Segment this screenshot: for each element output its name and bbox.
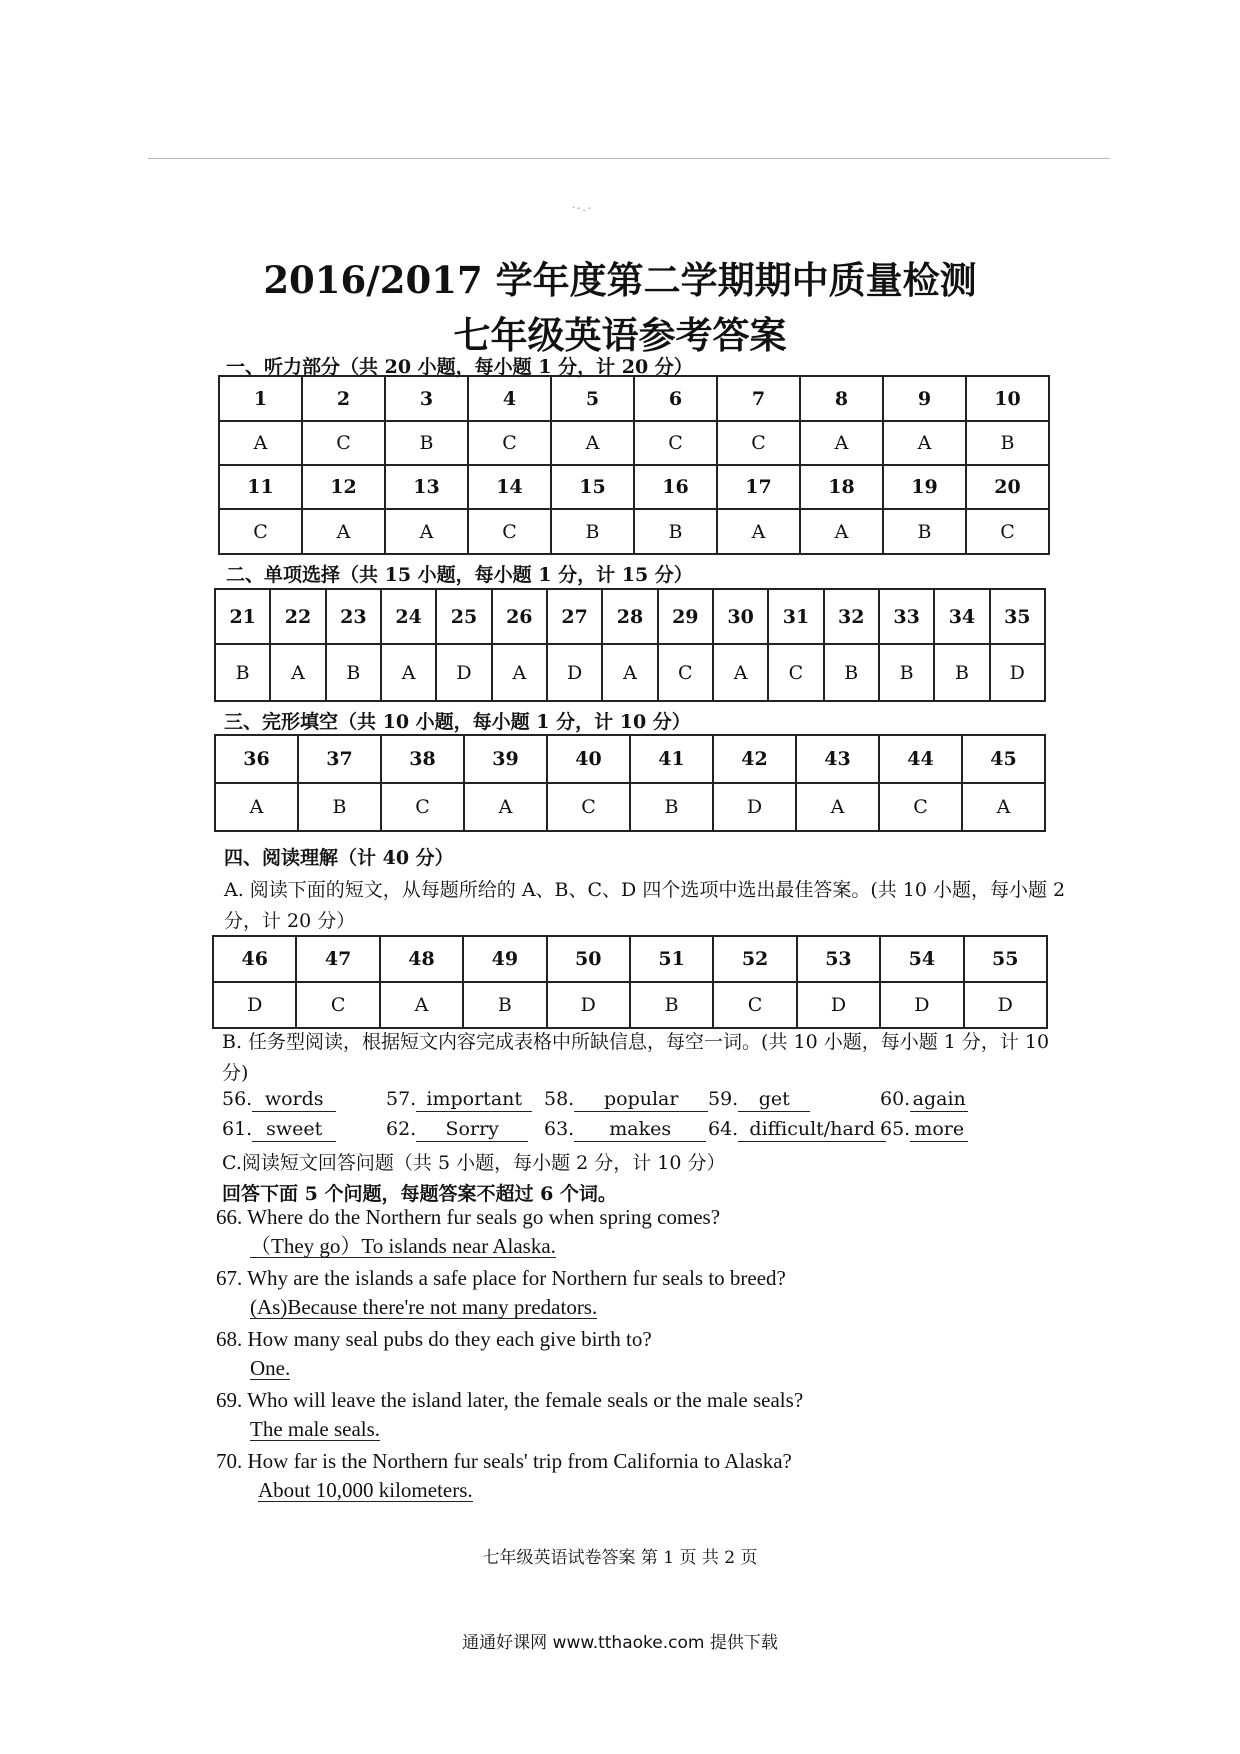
- section2-table: [214, 588, 1046, 702]
- question-number: 31: [768, 589, 823, 644]
- question-text: 69. Who will leave the island later, the female seals or the male seals?: [216, 1388, 804, 1412]
- question-number: 8: [800, 376, 883, 421]
- question-number: 19: [883, 465, 966, 509]
- answer-cell: A: [385, 509, 468, 554]
- answer-cell: B: [215, 644, 270, 701]
- table-row: [219, 465, 1049, 509]
- answer-cell: C: [768, 644, 823, 701]
- answer-cell: D: [547, 644, 602, 701]
- fill-item: [386, 1117, 528, 1142]
- fill-answer: sweet: [252, 1117, 336, 1142]
- table-row: [213, 936, 1047, 982]
- answer-cell: C: [302, 421, 385, 465]
- table-row: [215, 783, 1045, 831]
- question-number: 45: [962, 735, 1045, 783]
- fill-answer: words: [252, 1087, 336, 1112]
- question-number: 30: [713, 589, 768, 644]
- answer-text: One.: [250, 1356, 291, 1380]
- answer-cell: A: [713, 644, 768, 701]
- answer-cell: D: [213, 982, 296, 1028]
- fill-answer: popular: [574, 1087, 708, 1112]
- answer-cell: A: [602, 644, 657, 701]
- answer-cell: C: [219, 509, 302, 554]
- section1-table: [218, 375, 1050, 555]
- question-number: 1: [219, 376, 302, 421]
- question-number: 46: [213, 936, 296, 982]
- question-number: 32: [824, 589, 879, 644]
- question-number: 39: [464, 735, 547, 783]
- answer-cell: A: [219, 421, 302, 465]
- question-number: 20: [966, 465, 1049, 509]
- fill-number: 65.: [880, 1118, 911, 1140]
- answer-cell: C: [547, 783, 630, 831]
- fill-answer: more: [910, 1117, 968, 1142]
- answer-cell: A: [883, 421, 966, 465]
- fill-item: [222, 1117, 336, 1142]
- question-number: 40: [547, 735, 630, 783]
- answer-cell: B: [934, 644, 989, 701]
- question-number: 25: [436, 589, 491, 644]
- question-number: 51: [630, 936, 713, 982]
- fill-answer: important: [416, 1087, 532, 1112]
- table-row: [219, 509, 1049, 554]
- answer-cell: B: [326, 644, 381, 701]
- page-subtitle: 七年级英语参考答案: [453, 313, 787, 357]
- answer-cell: D: [436, 644, 491, 701]
- answer-cell: D: [880, 982, 963, 1028]
- page-title: 2016/2017 学年度第二学期期中质量检测: [263, 258, 977, 302]
- fill-answer: makes: [574, 1117, 706, 1142]
- answer-cell: D: [797, 982, 880, 1028]
- top-rule: [148, 158, 1110, 159]
- answer-cell: B: [385, 421, 468, 465]
- answer-cell: A: [380, 982, 463, 1028]
- part-c-instructions: C.阅读短文回答问题（共 5 小题，每小题 2 分，计 10 分）: [222, 1152, 726, 1174]
- question-number: 41: [630, 735, 713, 783]
- answer-text: The male seals.: [250, 1417, 381, 1441]
- fill-item: [386, 1087, 532, 1112]
- answer-cell: B: [883, 509, 966, 554]
- answer-cell: A: [551, 421, 634, 465]
- question-number: 9: [883, 376, 966, 421]
- table-row: [213, 982, 1047, 1028]
- answer-text: (As)Because there're not many predators.: [250, 1295, 598, 1319]
- question-number: 27: [547, 589, 602, 644]
- question-number: 47: [296, 936, 379, 982]
- question-number: 7: [717, 376, 800, 421]
- answer-cell: A: [962, 783, 1045, 831]
- answer-cell: C: [658, 644, 713, 701]
- question-number: 28: [602, 589, 657, 644]
- fill-item: [222, 1087, 336, 1112]
- part-a-table: [212, 935, 1048, 1029]
- question-number: 17: [717, 465, 800, 509]
- section3-table: [214, 734, 1046, 832]
- question-number: 24: [381, 589, 436, 644]
- table-row: [219, 376, 1049, 421]
- section4-heading: 四、阅读理解（计 40 分）: [224, 847, 454, 869]
- answer-cell: B: [463, 982, 546, 1028]
- answer-cell: A: [800, 421, 883, 465]
- answer-cell: B: [630, 982, 713, 1028]
- question-text: 70. How far is the Northern fur seals' trip from California to Alaska?: [216, 1449, 792, 1473]
- question-text: 68. How many seal pubs do they each give birth to?: [216, 1327, 652, 1351]
- question-number: 54: [880, 936, 963, 982]
- table-row: [215, 735, 1045, 783]
- fill-answer: difficult/hard: [738, 1117, 886, 1142]
- answer-cell: A: [381, 644, 436, 701]
- question-number: 15: [551, 465, 634, 509]
- fill-item: [544, 1087, 708, 1112]
- question-number: 12: [302, 465, 385, 509]
- answer-cell: C: [381, 783, 464, 831]
- answer-cell: C: [713, 982, 796, 1028]
- answer-cell: B: [824, 644, 879, 701]
- question-number: 18: [800, 465, 883, 509]
- question-number: 11: [219, 465, 302, 509]
- question-number: 26: [492, 589, 547, 644]
- question-number: 5: [551, 376, 634, 421]
- table-row: [215, 644, 1045, 701]
- answer-cell: D: [964, 982, 1047, 1028]
- answer-cell: C: [468, 509, 551, 554]
- scan-speck: ·-.-: [572, 203, 594, 214]
- question-number: 48: [380, 936, 463, 982]
- question-number: 14: [468, 465, 551, 509]
- question-number: 49: [463, 936, 546, 982]
- question-number: 6: [634, 376, 717, 421]
- question-number: 23: [326, 589, 381, 644]
- answer-cell: C: [468, 421, 551, 465]
- answer-cell: C: [296, 982, 379, 1028]
- question-number: 21: [215, 589, 270, 644]
- fill-answer: again: [910, 1087, 968, 1112]
- answer-cell: A: [464, 783, 547, 831]
- answer-cell: A: [796, 783, 879, 831]
- answer-cell: A: [215, 783, 298, 831]
- answer-cell: D: [713, 783, 796, 831]
- question-number: 53: [797, 936, 880, 982]
- fill-number: 57.: [386, 1088, 417, 1110]
- fill-number: 62.: [386, 1118, 417, 1140]
- fill-item: [708, 1087, 810, 1112]
- section1-heading: 一、听力部分（共 20 小题，每小题 1 分，计 20 分）: [226, 356, 693, 378]
- fill-number: 59.: [708, 1088, 739, 1110]
- answer-cell: A: [800, 509, 883, 554]
- question-number: 42: [713, 735, 796, 783]
- question-number: 33: [879, 589, 934, 644]
- question-text: 67. Why are the islands a safe place for Northern fur seals to breed?: [216, 1266, 786, 1290]
- answer-cell: B: [298, 783, 381, 831]
- question-number: 36: [215, 735, 298, 783]
- answer-cell: B: [551, 509, 634, 554]
- section2-heading: 二、单项选择（共 15 小题，每小题 1 分，计 15 分）: [226, 564, 693, 586]
- question-number: 37: [298, 735, 381, 783]
- question-number: 55: [964, 936, 1047, 982]
- fill-answer: get: [738, 1087, 810, 1112]
- question-number: 34: [934, 589, 989, 644]
- fill-item: [880, 1087, 968, 1112]
- answer-cell: D: [547, 982, 630, 1028]
- question-number: 22: [270, 589, 325, 644]
- fill-number: 60.: [880, 1088, 911, 1110]
- question-number: 2: [302, 376, 385, 421]
- answer-cell: D: [990, 644, 1045, 701]
- question-number: 13: [385, 465, 468, 509]
- fill-item: [544, 1117, 706, 1142]
- download-credit: 通通好课网 www.tthaoke.com 提供下载: [462, 1633, 778, 1653]
- table-row: [219, 421, 1049, 465]
- question-number: 4: [468, 376, 551, 421]
- answer-cell: C: [717, 421, 800, 465]
- fill-number: 56.: [222, 1088, 253, 1110]
- part-b-instructions: B. 任务型阅读，根据短文内容完成表格中所缺信息，每空一词。(共 10 小题，每小题 1 分，计 10 分): [222, 1031, 1050, 1084]
- question-text: 66. Where do the Northern fur seals go when spring comes?: [216, 1205, 721, 1229]
- question-number: 3: [385, 376, 468, 421]
- fill-number: 64.: [708, 1118, 739, 1140]
- part-a-instructions: A. 阅读下面的短文，从每题所给的 A、B、C、D 四个选项中选出最佳答案。(共 10 小题，每小题 2 分，计 20 分）: [224, 879, 1066, 932]
- fill-number: 58.: [544, 1088, 575, 1110]
- fill-item: [708, 1117, 886, 1142]
- page-footer: 七年级英语试卷答案 第 1 页 共 2 页: [482, 1548, 758, 1568]
- answer-cell: C: [966, 509, 1049, 554]
- question-number: 44: [879, 735, 962, 783]
- question-number: 35: [990, 589, 1045, 644]
- answer-cell: B: [634, 509, 717, 554]
- fill-number: 63.: [544, 1118, 575, 1140]
- fill-number: 61.: [222, 1118, 253, 1140]
- answer-cell: C: [879, 783, 962, 831]
- question-number: 50: [547, 936, 630, 982]
- answer-cell: B: [966, 421, 1049, 465]
- question-number: 43: [796, 735, 879, 783]
- answer-cell: A: [270, 644, 325, 701]
- answer-cell: A: [492, 644, 547, 701]
- answer-cell: C: [634, 421, 717, 465]
- question-number: 38: [381, 735, 464, 783]
- part-c-note: 回答下面 5 个问题，每题答案不超过 6 个词。: [222, 1183, 617, 1205]
- question-number: 16: [634, 465, 717, 509]
- answer-text: （They go）To islands near Alaska.: [250, 1234, 556, 1258]
- question-number: 29: [658, 589, 713, 644]
- answer-cell: A: [717, 509, 800, 554]
- answer-cell: B: [630, 783, 713, 831]
- fill-answer: Sorry: [416, 1117, 528, 1142]
- answer-text: About 10,000 kilometers.: [258, 1478, 473, 1502]
- question-number: 10: [966, 376, 1049, 421]
- answer-cell: A: [302, 509, 385, 554]
- question-number: 52: [713, 936, 796, 982]
- section3-heading: 三、完形填空（共 10 小题，每小题 1 分，计 10 分）: [224, 711, 691, 733]
- fill-item: [880, 1117, 968, 1142]
- answer-cell: B: [879, 644, 934, 701]
- table-row: [215, 589, 1045, 644]
